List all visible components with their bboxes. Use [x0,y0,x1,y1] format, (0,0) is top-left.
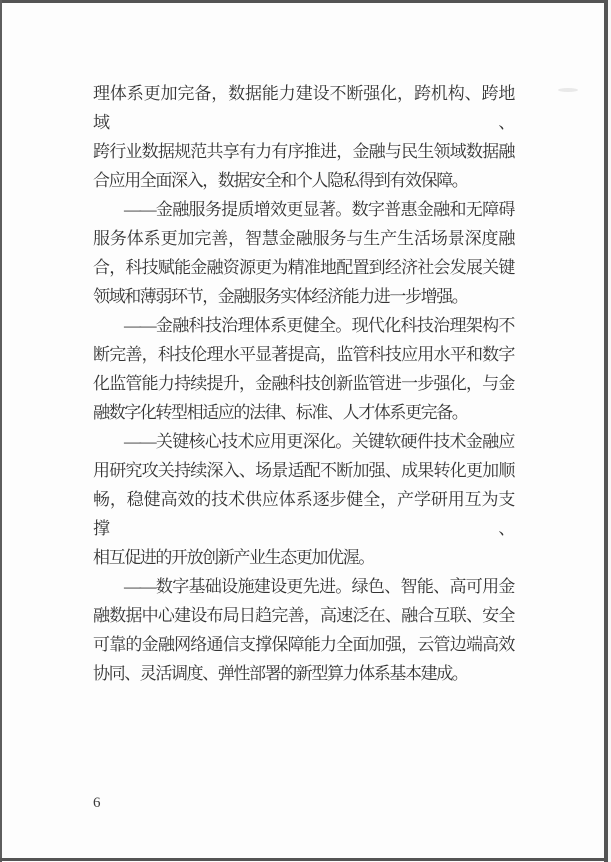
text-line: 服务体系更加完善，智慧金融服务与生产生活场景深度融 [93,229,514,248]
text-line: ——金融服务提质增效更显著。数字普惠金融和无障碍 [124,200,514,219]
text-line: ——金融科技治理体系更健全。现代化科技治理架构不 [124,316,514,335]
scan-edge-left [0,0,2,862]
text-line: 跨行业数据规范共享有力有序推进，金融与民生领域数据融 [93,142,514,161]
paragraph [93,195,514,311]
text-line: 融数据中心建设布局日趋完善，高速泛在、融合互联、安全 [93,606,514,625]
paragraph [93,572,514,688]
text-line: 合应用全面深入，数据安全和个人隐私得到有效保障。 [93,171,468,190]
paragraph [93,79,514,195]
text-line: 可靠的金融网络通信支撑保障能力全面加强，云管边端高效 [93,635,514,654]
text-line: 化监管能力持续提升，金融科技创新监管进一步强化，与金 [93,374,514,393]
text-line: 融数字化转型相适应的法律、标准、人才体系更完备。 [93,403,468,422]
text-line: 相互促进的开放创新产业生态更加优渥。 [93,548,374,567]
paragraph [93,311,514,427]
text-line: 合，科技赋能金融资源更为精准地配置到经济社会发展关键 [93,258,514,277]
text-line: 用研究攻关持续深入、场景适配不断加强、成果转化更加顺 [93,461,514,480]
body-text [93,79,514,688]
scan-smudge [558,88,578,92]
text-line: ——数字基础设施建设更先进。绿色、智能、高可用金 [124,577,514,596]
scan-edge-bottom [0,858,611,861]
page-number: 6 [93,795,101,811]
text-line: 断完善，科技伦理水平显著提高，监管科技应用水平和数字 [93,345,514,364]
scan-edge-top [0,0,611,3]
paragraph [93,427,514,572]
text-line: ——关键核心技术应用更深化。关键软硬件技术金融应 [124,432,514,451]
text-line: 领域和薄弱环节，金融服务实体经济能力进一步增强。 [93,287,468,306]
text-line: 协同、灵活调度、弹性部署的新型算力体系基本建成。 [93,664,468,683]
text-line: 畅，稳健高效的技术供应体系逐步健全，产学研用互为支撑、 [93,490,514,538]
text-line: 理体系更加完备，数据能力建设不断强化，跨机构、跨地域、 [93,84,514,132]
